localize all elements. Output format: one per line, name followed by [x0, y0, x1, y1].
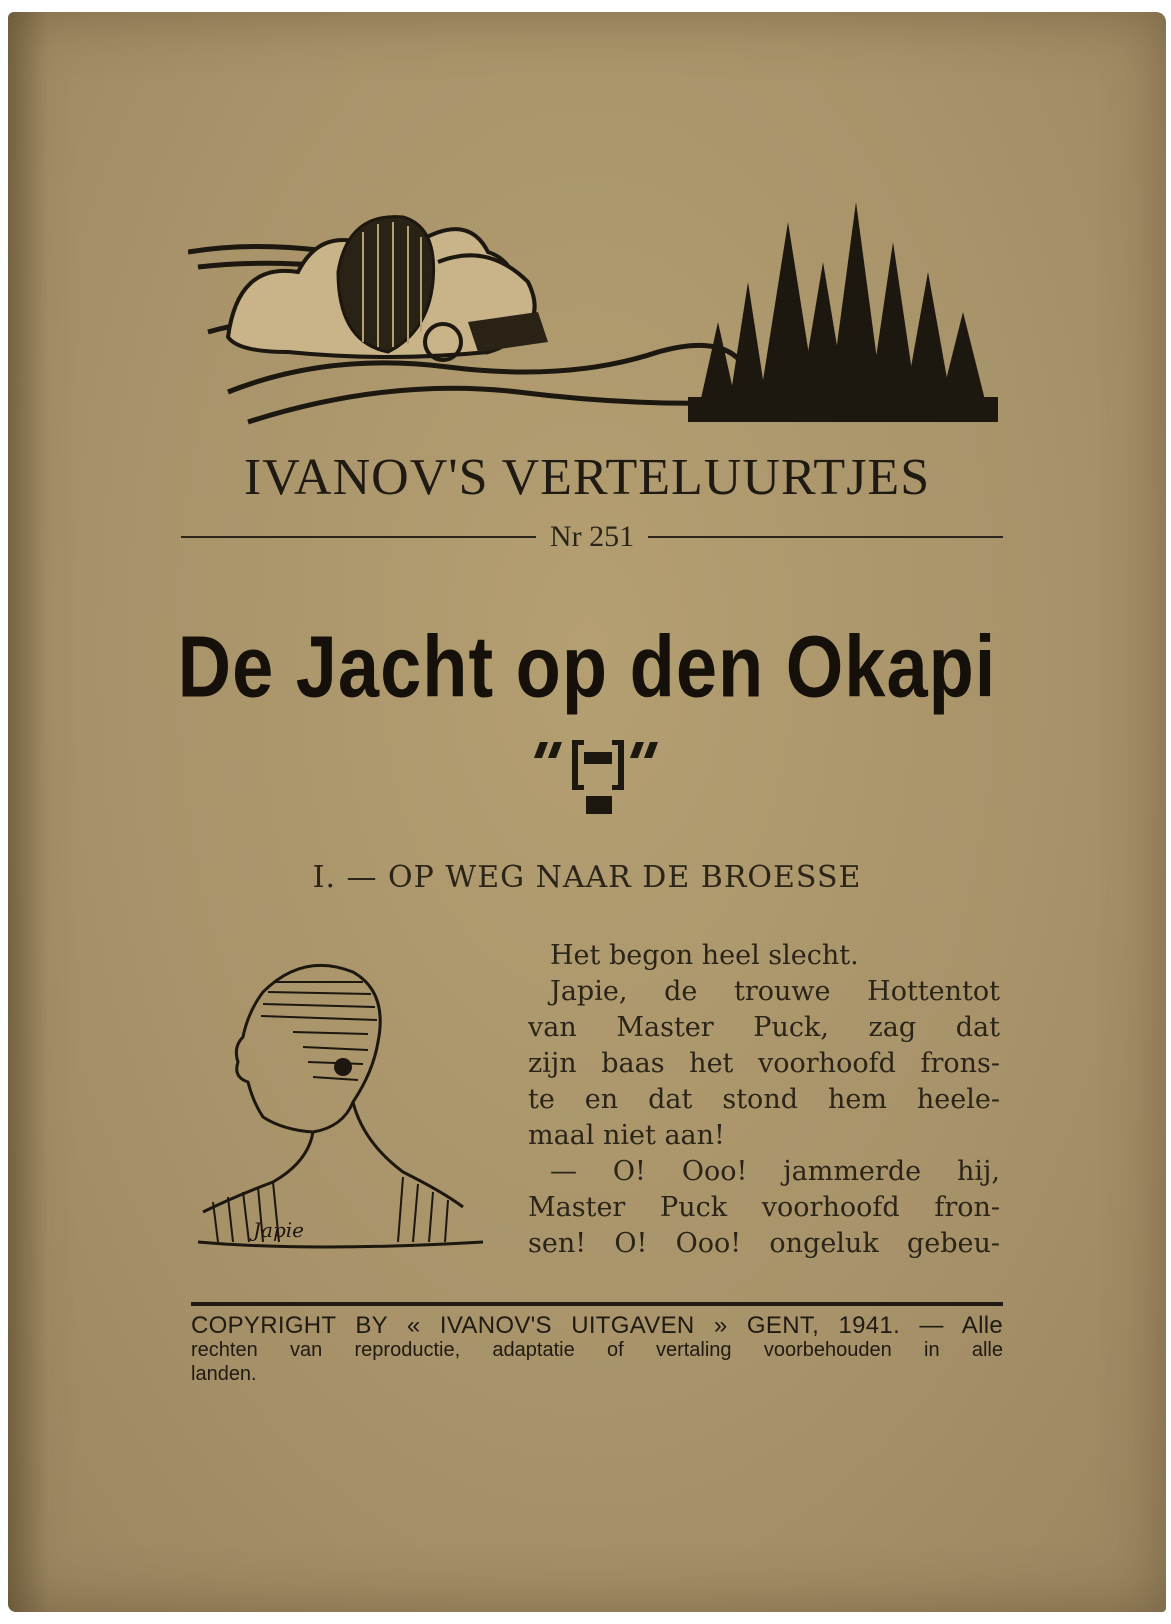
copyright-line-3: landen. — [191, 1363, 257, 1385]
book-cover — [8, 12, 1166, 1612]
chapter-heading: I. — OP WEG NAAR DE BROESSE — [312, 860, 862, 895]
story-line: van Master Puck, zag dat — [528, 1012, 1000, 1043]
story-text — [528, 938, 1000, 1262]
story-line: te en dat stond hem heele- — [528, 1084, 1000, 1115]
left-rule — [181, 536, 536, 538]
right-rule — [648, 536, 1003, 538]
publisher-logo — [528, 732, 668, 816]
portrait-caption: Japie — [253, 1218, 304, 1242]
story-line: — O! Ooo! jammerde hij, — [550, 1156, 1000, 1187]
covered-wagon-forest-illustration — [188, 202, 998, 442]
footer-rule — [191, 1302, 1003, 1306]
spine-crease — [8, 12, 48, 1612]
issue-number: Nr 251 — [549, 520, 635, 553]
copyright-line-1: COPYRIGHT BY « IVANOV'S UITGAVEN » GENT, 1941. — Alle — [191, 1312, 1003, 1339]
story-line: Master Puck voorhoofd fron- — [528, 1192, 1000, 1223]
copyright-line-2: rechten van reproductie, adaptatie of vertaling voorbehouden in alle — [191, 1339, 1003, 1361]
japie-portrait — [193, 952, 503, 1262]
story-line: sen! O! Ooo! ongeluk gebeu- — [528, 1228, 1000, 1259]
book-title: De Jacht op den Okapi — [177, 617, 997, 716]
story-line: Het begon heel slecht. — [550, 940, 859, 971]
story-line: Japie, de trouwe Hottentot — [550, 976, 1000, 1007]
story-line: zijn baas het voorhoofd frons- — [528, 1048, 1000, 1079]
story-line: maal niet aan! — [528, 1120, 725, 1151]
series-title: IVANOV'S VERTELUURTJES — [243, 449, 931, 506]
issue-number-row — [181, 522, 1003, 552]
copyright-notice — [191, 1314, 1003, 1386]
